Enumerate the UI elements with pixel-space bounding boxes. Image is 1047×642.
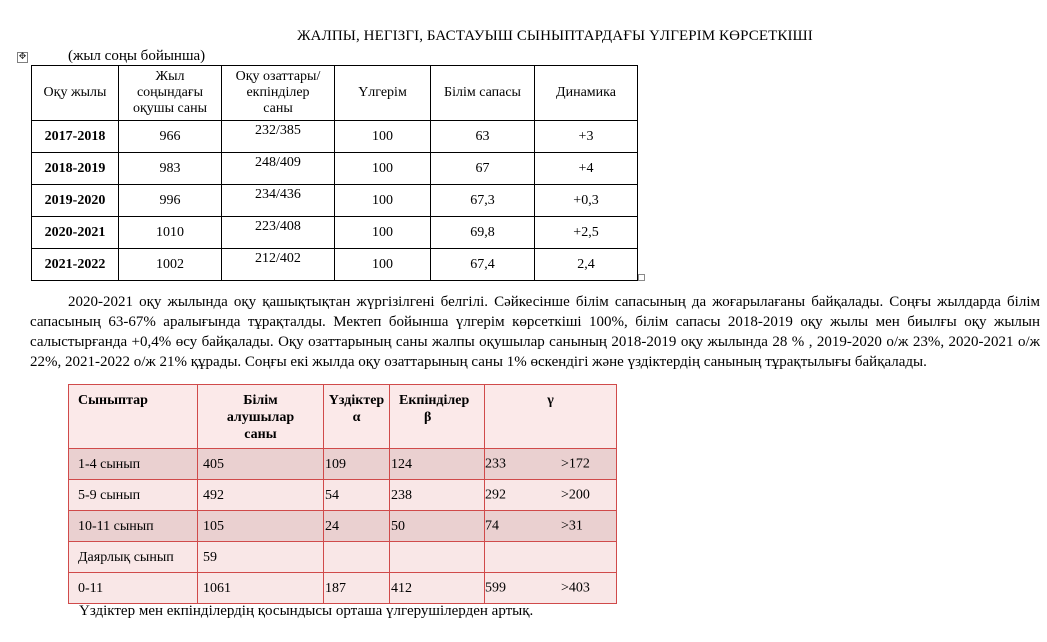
header-cell-alpha (324, 385, 390, 449)
header-cell-quality: Білім сапасы (431, 66, 535, 121)
header-cell-excellent (222, 66, 335, 121)
students-cell: 1010 (119, 217, 222, 249)
gamma-cell (485, 511, 617, 542)
dynamics-cell: +2,5 (535, 217, 638, 249)
gamma-sum: 233 (485, 456, 506, 472)
header-line: саны (244, 427, 277, 442)
grades-table (68, 384, 617, 604)
beta-cell: 412 (390, 573, 485, 604)
gamma-compare: >172 (561, 456, 590, 472)
gamma-compare: >200 (561, 487, 590, 503)
learners-cell: 1061 (198, 573, 324, 604)
performance-table (31, 65, 638, 281)
progress-cell: 100 (335, 153, 431, 185)
progress-cell: 100 (335, 185, 431, 217)
excellent-cell: 232/385 (222, 121, 335, 153)
alpha-cell: 187 (324, 573, 390, 604)
gamma-cell (485, 449, 617, 480)
gamma-sum: 292 (485, 487, 506, 503)
learners-cell: 492 (198, 480, 324, 511)
gamma-compare: >31 (561, 518, 583, 534)
table-row (32, 121, 638, 153)
table-row (69, 511, 617, 542)
quality-cell: 67 (431, 153, 535, 185)
class-cell: 0-11 (69, 573, 198, 604)
class-cell: 1-4 сынып (69, 449, 198, 480)
excellent-cell: 223/408 (222, 217, 335, 249)
header-line: оқушы саны (133, 101, 207, 116)
quality-cell: 63 (431, 121, 535, 153)
header-cell-gamma: γ (485, 385, 617, 449)
alpha-cell: 24 (324, 511, 390, 542)
students-cell: 996 (119, 185, 222, 217)
year-cell: 2018-2019 (32, 153, 119, 185)
header-cell-classes: Сыныптар (69, 385, 198, 449)
gamma-compare: >403 (561, 580, 590, 596)
gamma-sum: 74 (485, 518, 499, 534)
header-line: саны (263, 101, 293, 116)
table-row (69, 480, 617, 511)
class-cell: Даярлық сынып (69, 542, 198, 573)
learners-cell: 59 (198, 542, 324, 573)
excellent-cell: 234/436 (222, 185, 335, 217)
table-move-icon[interactable]: ✥ (18, 52, 27, 62)
class-cell: 5-9 сынып (69, 480, 198, 511)
header-line: алушылар (226, 410, 295, 425)
header-cell-learners (198, 385, 324, 449)
dynamics-cell: +4 (535, 153, 638, 185)
table-row (32, 153, 638, 185)
dynamics-cell: 2,4 (535, 249, 638, 281)
excellent-cell: 212/402 (222, 249, 335, 281)
dynamics-cell: +3 (535, 121, 638, 153)
header-line: Оқу озаттары/ (235, 69, 321, 84)
quality-cell: 67,4 (431, 249, 535, 281)
learners-cell: 405 (198, 449, 324, 480)
paragraph-text: 2020-2021 оқу жылында оқу қашықтықтан жүргізілгені белгілі. Сәйкесінше білім сапасының да жоғарылағаны байқалады. Соңғы жылдарда білім сапасының 63-67% аралығында тұрақталды. Мектеп бойынша үлгерім көрсеткіші 100%, білім сапасы 2018-2019 оқу жылы мен биылғы оқу жылын салыстырғанда +0,4% өсу байқалады. Оқу озаттарының саны жалпы оқушылар санының 2018-2019 оқу жылында 28 % , 2019-2020 о/ж 23%, 2020-2021 о/ж 22%, 2021-2022 о/ж 21% құрады. Соңғы екі жылда оқу озаттарының саны 1% өскендігі және үздіктердің санының тұрақтылығы байқалады. (30, 294, 1040, 370)
progress-cell: 100 (335, 249, 431, 281)
gamma-cell (485, 542, 617, 573)
year-cell: 2021-2022 (32, 249, 119, 281)
students-cell: 1002 (119, 249, 222, 281)
class-cell: 10-11 сынып (69, 511, 198, 542)
learners-cell: 105 (198, 511, 324, 542)
students-cell: 966 (119, 121, 222, 153)
gamma-cell (485, 573, 617, 604)
beta-cell: 50 (390, 511, 485, 542)
table-resize-icon[interactable] (638, 274, 645, 281)
beta-cell: 124 (390, 449, 485, 480)
students-cell: 983 (119, 153, 222, 185)
table-row (32, 217, 638, 249)
table-row (32, 249, 638, 281)
analysis-paragraph (30, 292, 1040, 372)
header-line: Үздіктер (328, 393, 385, 408)
header-cell-students (119, 66, 222, 121)
alpha-cell: 54 (324, 480, 390, 511)
header-line: Білім (243, 393, 278, 408)
header-line: Екпінділер (399, 393, 470, 408)
excellent-cell: 248/409 (222, 153, 335, 185)
alpha-cell (324, 542, 390, 573)
beta-cell (390, 542, 485, 573)
beta-cell: 238 (390, 480, 485, 511)
header-cell-dynamics: Динамика (535, 66, 638, 121)
year-cell: 2019-2020 (32, 185, 119, 217)
table-header-row (69, 385, 617, 449)
dynamics-cell: +0,3 (535, 185, 638, 217)
quality-cell: 67,3 (431, 185, 535, 217)
table-header-row (32, 66, 638, 121)
table-row (69, 542, 617, 573)
gamma-cell (485, 480, 617, 511)
header-cell-progress: Үлгерім (335, 66, 431, 121)
year-cell: 2017-2018 (32, 121, 119, 153)
table-row (69, 449, 617, 480)
header-line: α (352, 410, 361, 425)
alpha-cell: 109 (324, 449, 390, 480)
header-line: β (424, 410, 432, 425)
gamma-sum: 599 (485, 580, 506, 596)
document-title: ЖАЛПЫ, НЕГІЗГІ, БАСТАУЫШ СЫНЫПТАРДАҒЫ ҮЛГЕРІМ КӨРСЕТКІШІ (297, 28, 813, 44)
year-cell: 2020-2021 (32, 217, 119, 249)
header-cell-year: Оқу жылы (32, 66, 119, 121)
document-subtitle: (жыл соңы бойынша) (68, 48, 206, 64)
quality-cell: 69,8 (431, 217, 535, 249)
progress-cell: 100 (335, 217, 431, 249)
footer-note: Үздіктер мен екпінділердің қосындысы орташа үлгерушілерден артық. (79, 603, 534, 619)
progress-cell: 100 (335, 121, 431, 153)
header-line: екпінділер (246, 85, 310, 100)
header-cell-beta (390, 385, 485, 449)
table-row (69, 573, 617, 604)
header-line: Жыл (155, 69, 185, 84)
header-line: соңындағы (136, 85, 204, 100)
table-row (32, 185, 638, 217)
